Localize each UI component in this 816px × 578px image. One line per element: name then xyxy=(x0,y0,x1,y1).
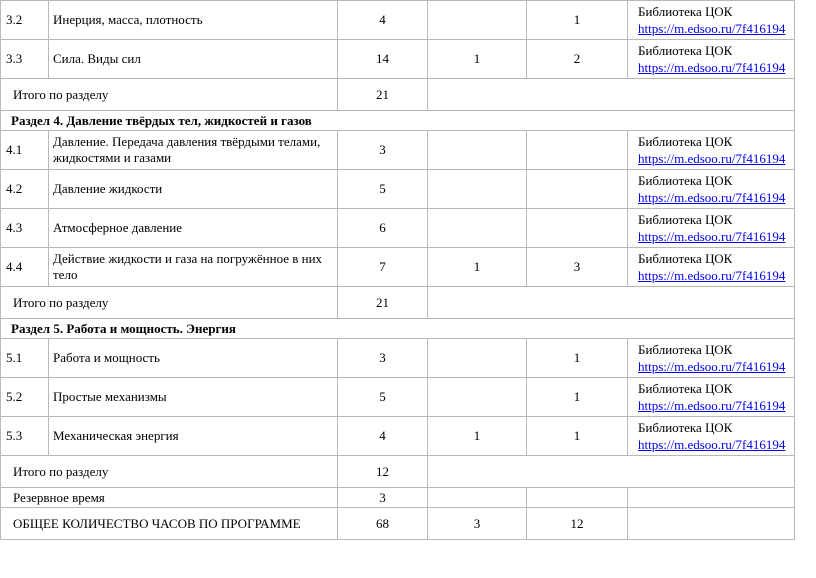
subtotal-row xyxy=(1,287,795,319)
reserve-label: Резервное время xyxy=(1,488,338,508)
subtotal-label: Итого по разделу xyxy=(1,287,338,319)
row-number: 5.1 xyxy=(1,339,49,378)
total-hours: 68 xyxy=(338,508,428,540)
row-number: 3.3 xyxy=(1,40,49,79)
topic-name: Давление. Передача давления твёрдыми телами, жидкостями и газами xyxy=(49,131,338,170)
hours-control: 1 xyxy=(428,417,527,456)
hours-total: 7 xyxy=(338,248,428,287)
resource-cell xyxy=(628,131,795,170)
hours-total: 5 xyxy=(338,170,428,209)
section-title: Раздел 4. Давление твёрдых тел, жидкостей и газов xyxy=(1,111,795,131)
resource-link[interactable]: https://m.edsoo.ru/7f416194 xyxy=(638,60,786,75)
topic-name: Простые механизмы xyxy=(49,378,338,417)
topic-name: Давление жидкости xyxy=(49,170,338,209)
subtotal-hours: 21 xyxy=(338,79,428,111)
hours-total: 6 xyxy=(338,209,428,248)
hours-control xyxy=(428,131,527,170)
table-row xyxy=(1,1,795,40)
subtotal-hours: 21 xyxy=(338,287,428,319)
reserve-row xyxy=(1,488,795,508)
resource-link[interactable]: https://m.edsoo.ru/7f416194 xyxy=(638,437,786,452)
subtotal-row xyxy=(1,79,795,111)
reserve-hours: 3 xyxy=(338,488,428,508)
hours-practical: 2 xyxy=(527,40,628,79)
subtotal-label: Итого по разделу xyxy=(1,79,338,111)
resource-label: Библиотека ЦОК xyxy=(638,134,733,149)
hours-practical xyxy=(527,131,628,170)
empty-cell xyxy=(428,287,795,319)
table-row xyxy=(1,378,795,417)
table-row xyxy=(1,209,795,248)
hours-practical: 1 xyxy=(527,1,628,40)
row-number: 4.2 xyxy=(1,170,49,209)
topic-name: Действие жидкости и газа на погружённое в них тело xyxy=(49,248,338,287)
resource-cell xyxy=(628,40,795,79)
empty-cell xyxy=(428,488,527,508)
empty-cell xyxy=(628,488,795,508)
hours-practical: 1 xyxy=(527,339,628,378)
resource-link[interactable]: https://m.edsoo.ru/7f416194 xyxy=(638,21,786,36)
resource-cell xyxy=(628,378,795,417)
row-number: 4.3 xyxy=(1,209,49,248)
resource-cell xyxy=(628,170,795,209)
subtotal-hours: 12 xyxy=(338,456,428,488)
topic-name: Инерция, масса, плотность xyxy=(49,1,338,40)
row-number: 4.4 xyxy=(1,248,49,287)
resource-cell xyxy=(628,339,795,378)
hours-total: 5 xyxy=(338,378,428,417)
resource-cell xyxy=(628,417,795,456)
hours-total: 3 xyxy=(338,131,428,170)
row-number: 3.2 xyxy=(1,1,49,40)
empty-cell xyxy=(628,508,795,540)
table-row xyxy=(1,417,795,456)
table-row xyxy=(1,170,795,209)
hours-total: 4 xyxy=(338,1,428,40)
resource-link[interactable]: https://m.edsoo.ru/7f416194 xyxy=(638,268,786,283)
resource-label: Библиотека ЦОК xyxy=(638,420,733,435)
resource-label: Библиотека ЦОК xyxy=(638,4,733,19)
resource-link[interactable]: https://m.edsoo.ru/7f416194 xyxy=(638,190,786,205)
resource-link[interactable]: https://m.edsoo.ru/7f416194 xyxy=(638,229,786,244)
resource-link[interactable]: https://m.edsoo.ru/7f416194 xyxy=(638,151,786,166)
resource-link[interactable]: https://m.edsoo.ru/7f416194 xyxy=(638,359,786,374)
row-number: 4.1 xyxy=(1,131,49,170)
resource-cell xyxy=(628,1,795,40)
topic-name: Механическая энергия xyxy=(49,417,338,456)
resource-label: Библиотека ЦОК xyxy=(638,342,733,357)
hours-control xyxy=(428,339,527,378)
hours-total: 4 xyxy=(338,417,428,456)
hours-total: 14 xyxy=(338,40,428,79)
hours-total: 3 xyxy=(338,339,428,378)
total-row xyxy=(1,508,795,540)
subtotal-row xyxy=(1,456,795,488)
total-control: 3 xyxy=(428,508,527,540)
section-header-row xyxy=(1,319,795,339)
total-label: ОБЩЕЕ КОЛИЧЕСТВО ЧАСОВ ПО ПРОГРАММЕ xyxy=(1,508,338,540)
subtotal-label: Итого по разделу xyxy=(1,456,338,488)
resource-label: Библиотека ЦОК xyxy=(638,212,733,227)
total-practical: 12 xyxy=(527,508,628,540)
topic-name: Атмосферное давление xyxy=(49,209,338,248)
hours-practical: 3 xyxy=(527,248,628,287)
empty-cell xyxy=(428,456,795,488)
table-row xyxy=(1,248,795,287)
hours-control xyxy=(428,378,527,417)
resource-label: Библиотека ЦОК xyxy=(638,43,733,58)
hours-practical xyxy=(527,170,628,209)
hours-control: 1 xyxy=(428,40,527,79)
section-header-row xyxy=(1,111,795,131)
table-row xyxy=(1,131,795,170)
hours-control xyxy=(428,209,527,248)
hours-practical xyxy=(527,209,628,248)
resource-link[interactable]: https://m.edsoo.ru/7f416194 xyxy=(638,398,786,413)
table-row xyxy=(1,40,795,79)
topic-name: Сила. Виды сил xyxy=(49,40,338,79)
resource-cell xyxy=(628,248,795,287)
hours-practical: 1 xyxy=(527,417,628,456)
section-title: Раздел 5. Работа и мощность. Энергия xyxy=(1,319,795,339)
hours-practical: 1 xyxy=(527,378,628,417)
empty-cell xyxy=(428,79,795,111)
table-row xyxy=(1,339,795,378)
resource-cell xyxy=(628,209,795,248)
resource-label: Библиотека ЦОК xyxy=(638,381,733,396)
row-number: 5.2 xyxy=(1,378,49,417)
hours-control xyxy=(428,1,527,40)
topic-name: Работа и мощность xyxy=(49,339,338,378)
row-number: 5.3 xyxy=(1,417,49,456)
resource-label: Библиотека ЦОК xyxy=(638,173,733,188)
hours-control: 1 xyxy=(428,248,527,287)
resource-label: Библиотека ЦОК xyxy=(638,251,733,266)
hours-control xyxy=(428,170,527,209)
empty-cell xyxy=(527,488,628,508)
